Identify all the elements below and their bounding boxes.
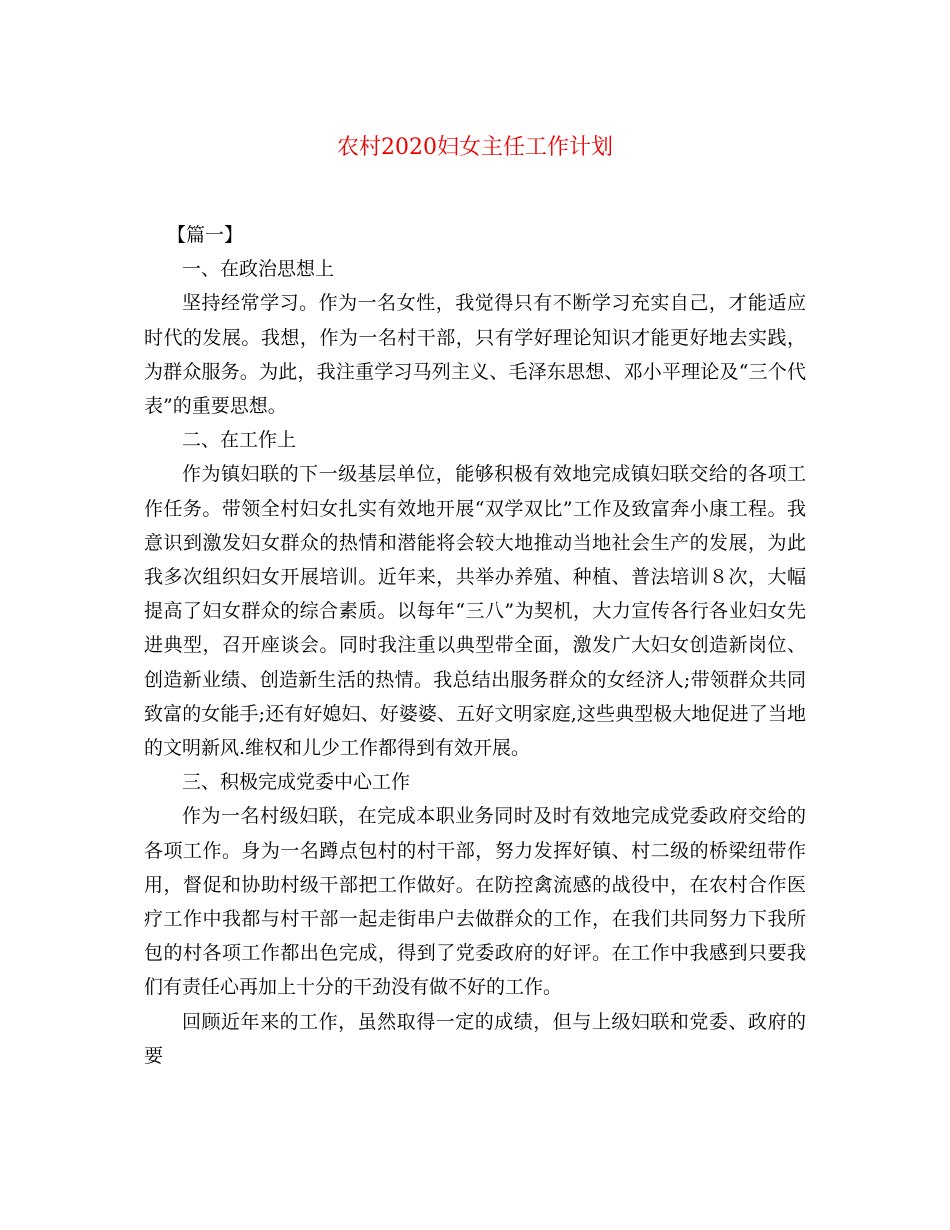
paragraph-work: 作为镇妇联的下一级基层单位，能够积极有效地完成镇妇联交给的各项工作任务。带领全村妇女扎实有效地开展“双学双比”工作及致富奔小康工程。我意识到激发妇女群众的热情和潜能将会较大地推动当地社会生产的发展，为此我多次组织妇女开展培训。近年来，共举办养殖、种植、普法培训８次，大幅提高了妇女群众的综合素质。以每年“三八”为契机，大力宣传各行各业妇女先进典型，召开座谈会。同时我注重以典型带全面，激发广大妇女创造新岗位、创造新业绩、创造新生活的热情。我总结出服务群众的女经济人;带领群众共同致富的女能手;还有好媳妇、好婆婆、五好文明家庭,这些典型极大地促进了当地的文明新风.维权和儿少工作都得到有效开展。 [144, 463, 806, 760]
paragraph-politics: 坚持经常学习。作为一名女性，我觉得只有不断学习充实自己，才能适应时代的发展。我想，作为一名村干部，只有学好理论知识才能更好地去实践，为群众服务。为此，我注重学习马列主义、毛泽东思想、邓小平理论及“三个代表”的重要思想。 [144, 292, 806, 418]
section-heading-party-work: 三、积极完成党委中心工作 [182, 771, 411, 794]
document-title: 农村2020妇女主任工作计划 [337, 135, 613, 160]
section-tag: 【篇一】 [167, 224, 244, 246]
document-body [144, 218, 806, 1073]
section-heading-politics: 一、在政治思想上 [182, 258, 335, 281]
paragraph-review: 回顾近年来的工作，虽然取得一定的成绩，但与上级妇联和党委、政府的要 [144, 1010, 806, 1067]
paragraph-party-work: 作为一名村级妇联，在完成本职业务同时及时有效地完成党委政府交给的各项工作。身为一名蹲点包村的村干部，努力发挥好镇、村二级的桥梁纽带作用，督促和协助村级干部把工作做好。在防控禽流感的战役中，在农村合作医疗工作中我都与村干部一起走街串户去做群众的工作，在我们共同努力下我所包的村各项工作都出色完成，得到了党委政府的好评。在工作中我感到只要我们有责任心再加上十分的干劲没有做不好的工作。 [144, 805, 806, 999]
section-heading-work: 二、在工作上 [182, 429, 297, 452]
